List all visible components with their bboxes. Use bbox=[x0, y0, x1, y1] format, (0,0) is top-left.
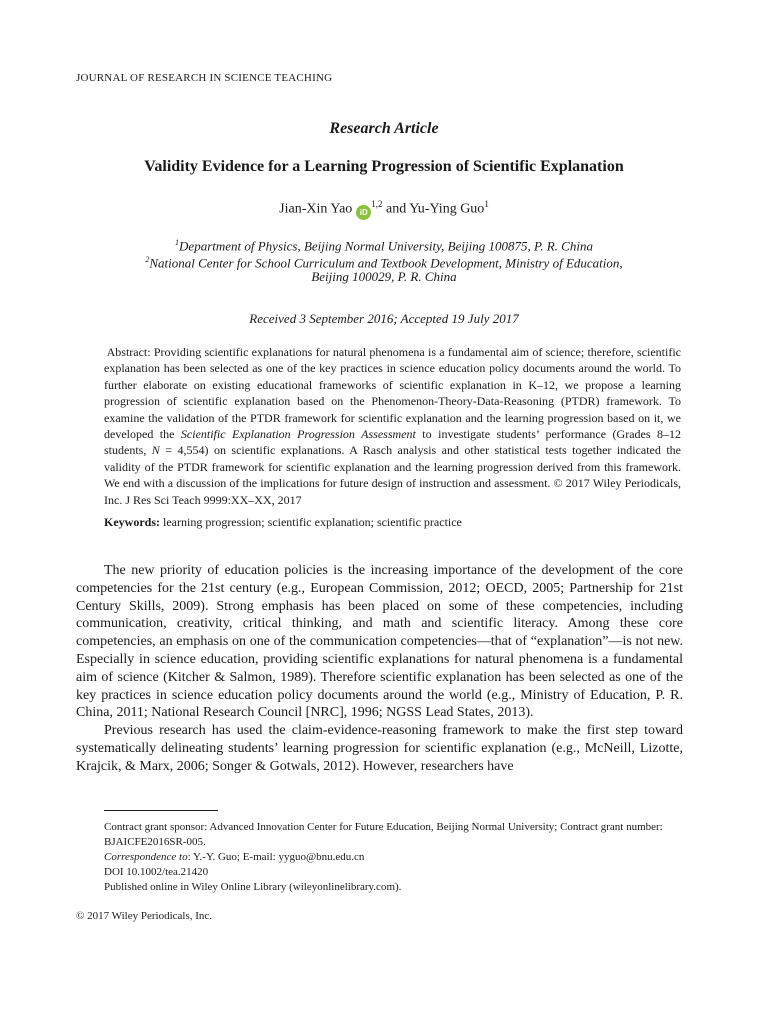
abstract bbox=[104, 344, 681, 508]
article-type: Research Article bbox=[329, 120, 439, 137]
footnote-divider bbox=[104, 810, 218, 811]
orcid-icon[interactable]: iD bbox=[356, 205, 371, 220]
keywords-text: learning progression; scientific explanation; scientific practice bbox=[160, 515, 462, 529]
paragraph: Previous research has used the claim-evidence-reasoning framework to make the first step toward systematically delineating students’ learning progression for scientific explanation (e.g., McNeill, Lizotte, Krajcik, & Marx, 2006; Songer & Gotwals, 2012). However, researchers have bbox=[76, 723, 683, 774]
author-1-affiliation-sup: 1,2 bbox=[371, 199, 383, 209]
author-2-affiliation-sup: 1 bbox=[484, 199, 489, 209]
affiliation-1-text: Department of Physics, Beijing Normal University, Beijing 100875, P. R. China bbox=[179, 238, 593, 254]
footnote-published: Published online in Wiley Online Library (wileyonlinelibrary.com). bbox=[104, 881, 402, 893]
copyright: © 2017 Wiley Periodicals, Inc. bbox=[76, 910, 213, 922]
author-line bbox=[0, 199, 768, 220]
correspondence-label: Correspondence to bbox=[104, 851, 188, 863]
abstract-assessment-name: Scientific Explanation Progression Assessment bbox=[180, 427, 416, 442]
correspondence-text: : Y.-Y. Guo; E-mail: yyguo@bnu.edu.cn bbox=[187, 851, 365, 863]
author-name-1: Jian-Xin Yao bbox=[279, 201, 353, 217]
received-accepted-dates: Received 3 September 2016; Accepted 19 July 2017 bbox=[249, 311, 519, 326]
keywords bbox=[104, 514, 681, 530]
footnote-doi: DOI 10.1002/tea.21420 bbox=[104, 866, 209, 878]
footnote-correspondence bbox=[104, 850, 684, 865]
affiliation-2-text: National Center for School Curriculum and Textbook Development, Ministry of Education, bbox=[149, 255, 623, 271]
footnotes bbox=[104, 820, 684, 895]
keywords-label: Keywords: bbox=[104, 515, 160, 529]
abstract-text-1: Abstract: Providing scientific explanations for natural phenomena is a fundamental aim of science; therefore, scientific explanation has been selected as one of the key practices in science education policy documents around the world. To further elaborate on existing educational frameworks of scientific explanation in K–12, we propose a learning progression of scientific explanation based on the Phenomenon-Theory-Data-Reasoning (PTDR) framework. To examine the validation of the PTDR framework for scientific explanation and the learning progression based on it, we developed the bbox=[104, 345, 682, 442]
abstract-n-label: N bbox=[151, 443, 160, 458]
body-text bbox=[76, 562, 683, 776]
journal-header: JOURNAL OF RESEARCH IN SCIENCE TEACHING bbox=[76, 72, 333, 84]
paper-title: Validity Evidence for a Learning Progression of Scientific Explanation bbox=[144, 158, 624, 175]
affiliation-2-continued bbox=[0, 268, 768, 285]
author-name-2: and Yu-Ying Guo bbox=[386, 201, 485, 217]
affiliation-1-num: 1 bbox=[175, 238, 180, 247]
affiliation-2-num: 2 bbox=[145, 255, 150, 264]
footnote-sponsor: Contract grant sponsor: Advanced Innovation Center for Future Education, Beijing Normal University; Contract grant number: BJAICFE2016SR-005. bbox=[104, 821, 663, 848]
abstract-text-2: to investigate students’ performance (Grades 8–12 students, bbox=[104, 427, 681, 458]
affiliation-2-text-cont: Beijing 100029, P. R. China bbox=[311, 269, 457, 284]
abstract-text-3: = 4,554) on scientific explanations. A Rasch analysis and other statistical tests together indicated the validity of the PTDR framework for scientific explanation and the learning progression derived from this framework. We end with a discussion of the implications for future design of instruction and assessment. © 2017 Wiley Periodicals, Inc. J Res Sci Teach 9999:XX–XX, 2017 bbox=[104, 443, 681, 507]
paragraph: The new priority of education policies is the increasing importance of the development of the core competencies for the 21st century (e.g., European Commission, 2012; OECD, 2005; Partnership for 21st Century Skills, 2009). Strong emphasis has been placed on some of these competencies, including communication, creativity, critical thinking, and math and scientific literacy. Among these core competencies, an emphasis on one of the communication competencies—that of “explanation”—is not new. Especially in science education, providing scientific explanations for natural phenomena is a fundamental aim of science (Kitcher & Salmon, 1989). Therefore scientific explanation has been selected as one of the key practices in science education policy documents around the world (e.g., Ministry of Education, P. R. China, 2011; National Research Council [NRC], 1996; NGSS Lead States, 2013). bbox=[76, 563, 683, 721]
